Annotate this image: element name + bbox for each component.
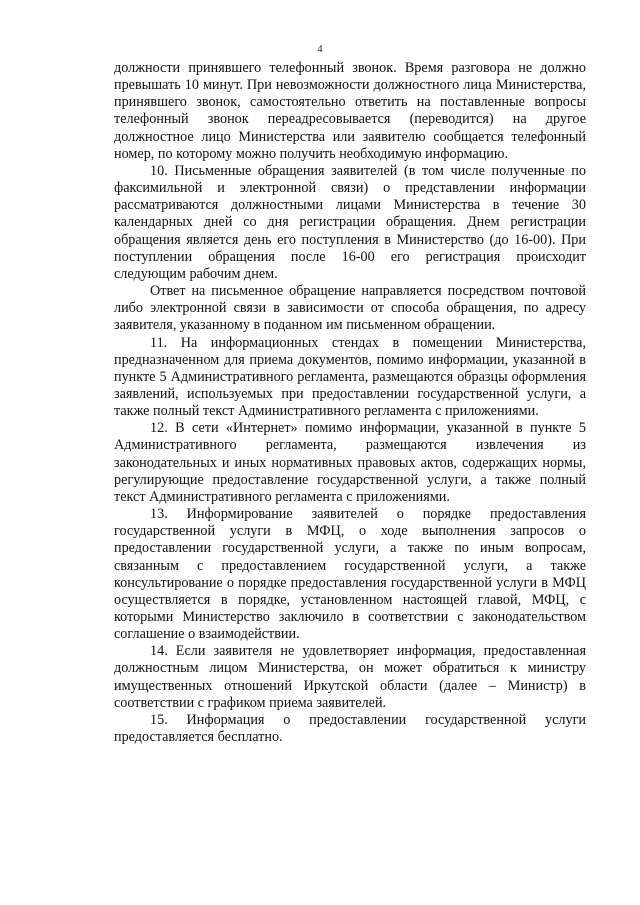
paragraph-continuation: должности принявшего телефонный звонок. Время разговора не должно превышать 10 минут. При невозможности должностного лица Министерства, принявшего звонок, самостоятельно ответить на поставленные вопросы телефонный звонок переадресовывается (переводится) на другое должностное лицо Министерства или заявителю сообщается телефонный номер, по которому можно получить необходимую информацию. [114, 60, 586, 162]
paragraph-item-14: 14. Если заявителя не удовлетворяет информация, предоставленная должностным лицом Министерства, он может обратиться к министру имущественных отношений Иркутской области (далее – Министр) в соответствии с графиком приема заявителей. [114, 643, 586, 711]
page-number: 4 [317, 44, 323, 55]
paragraph-item-11: 11. На информационных стендах в помещении Министерства, предназначенном для приема документов, помимо информации, указанной в пункте 5 Административного регламента, размещаются образцы оформления заявлений, используемых при предоставлении государственной услуги, а также полный текст Административного регламента с приложениями. [114, 334, 586, 420]
paragraph-item-10-response: Ответ на письменное обращение направляется посредством почтовой либо электронной связи в зависимости от способа обращения, по адресу заявителя, указанному в поданном им письменном обращении. [114, 283, 586, 334]
paragraph-item-15: 15. Информация о предоставлении государственной услуги предоставляется бесплатно. [114, 711, 586, 746]
document-body [114, 60, 586, 746]
paragraph-item-10: 10. Письменные обращения заявителей (в том числе полученные по факсимильной и электронной связи) о представлении информации рассматриваются должностными лицами Министерства в течение 30 календарных дней со дня регистрации обращения. Днем регистрации обращения является день его поступления в Министерство (до 16-00). При поступлении обращения после 16-00 его регистрация происходит следующим рабочим днем. [114, 162, 586, 282]
paragraph-item-12: 12. В сети «Интернет» помимо информации, указанной в пункте 5 Административного регламента, размещаются извлечения из законодательных и иных нормативных правовых актов, содержащих нормы, регулирующие предоставление государственной услуги, а также полный текст Административного регламента с приложениями. [114, 420, 586, 505]
paragraph-item-13: 13. Информирование заявителей о порядке предоставления государственной услуги в МФЦ, о ходе выполнения запросов о предоставлении государственной услуги, а также по иным вопросам, связанным с предоставлением государственной услуги, а также консультирование о порядке предоставления государственной услуги в МФЦ осуществляется в порядке, установленном настоящей главой, МФЦ, с которыми Министерство заключило в соответствии с законодательством соглашение о взаимодействии. [114, 506, 586, 643]
